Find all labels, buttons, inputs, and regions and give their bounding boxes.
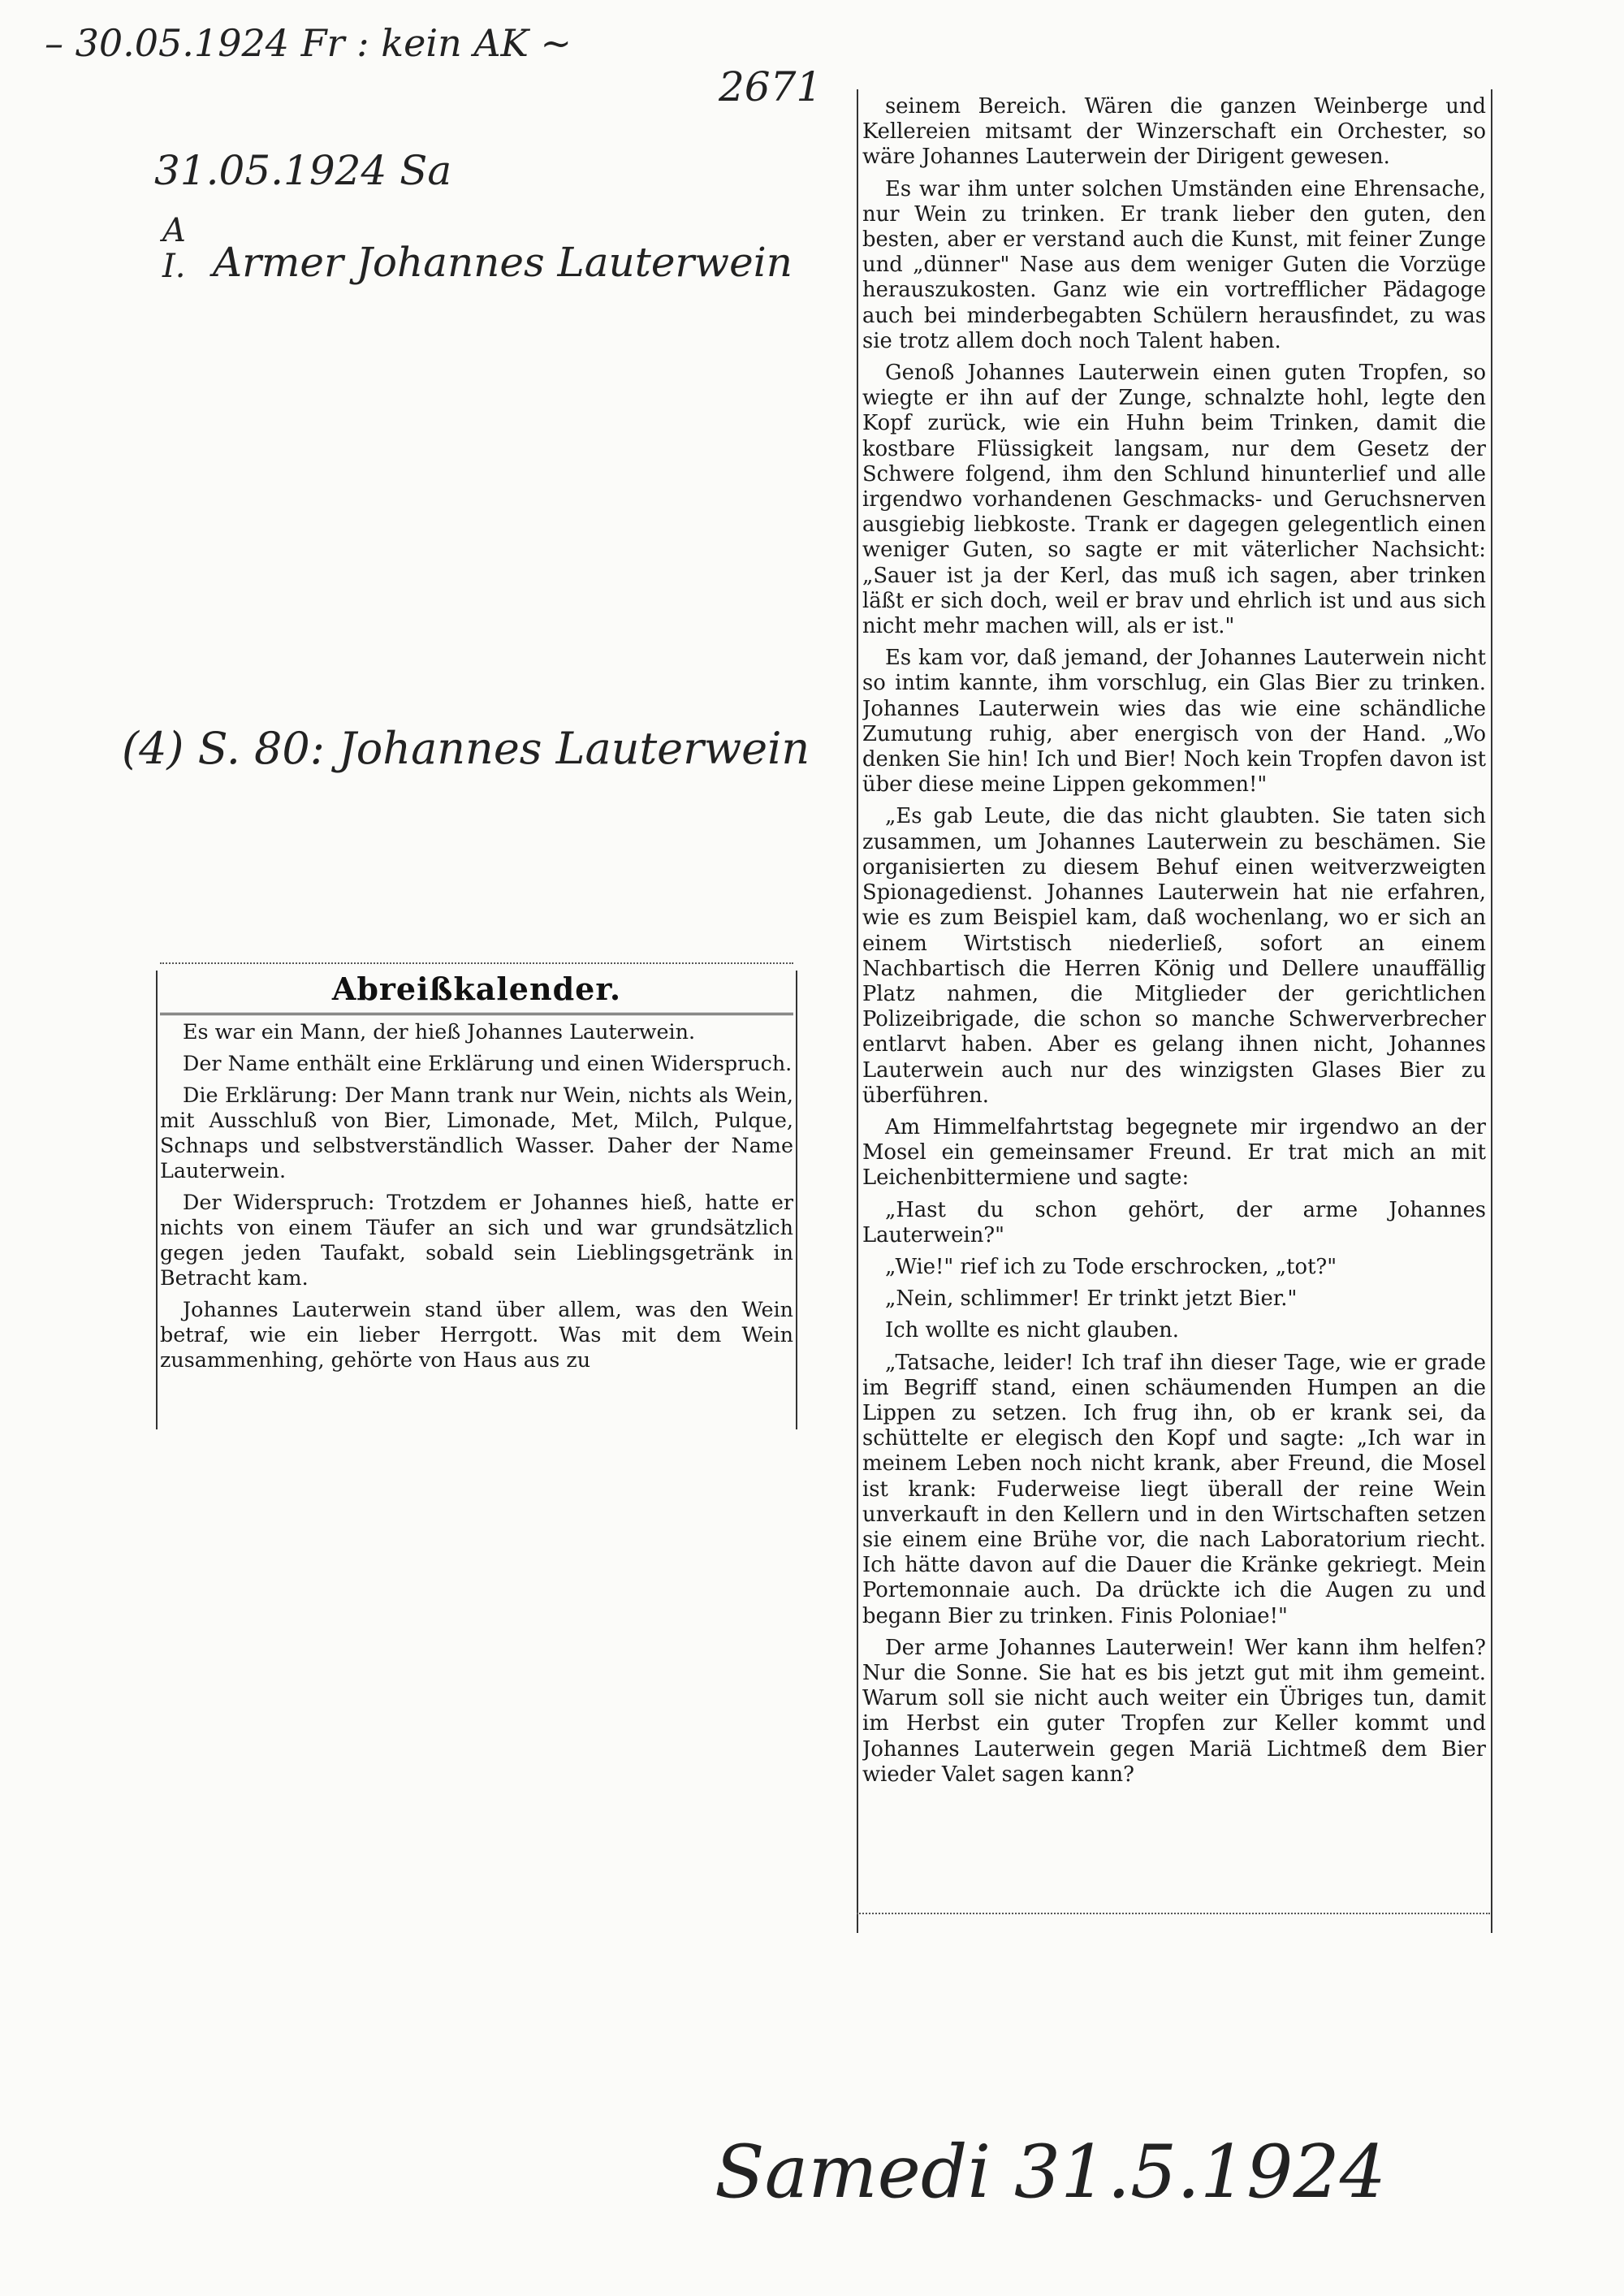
- top-note: – 30.05.1924 Fr : kein AK ~: [45, 21, 572, 65]
- ref-title: Armer Johannes Lauterwein: [213, 239, 793, 286]
- left-paragraph: Die Erklärung: Der Mann trank nur Wein, nichts als Wein, mit Ausschluß von Bier, Limonade, Met, Milch, Pulque, Schnaps und selbstverständlich Wasser. Daher der Name Lauterwein.: [160, 1083, 793, 1183]
- date-note: 31.05.1924 Sa: [154, 147, 452, 194]
- ref-marks: A I.: [162, 212, 186, 285]
- right-paragraph: Ich wollte es nicht glauben.: [885, 1318, 1179, 1343]
- right-paragraph: Es kam vor, daß jemand, der Johannes Lauterwein nicht so intim kannte, ihm vorschlug, ein Glas Bier zu trinken. Johannes Lauterwein wies das wie eine schändliche Zumutung ruhig, aber energisch von der Hand. „Wo denken Sie hin! Ich und Bier! Noch kein Tropfen davon ist über diese meine Lippen gekommen!": [862, 646, 1486, 798]
- right-paragraph: „Es gab Leute, die das nicht glaubten. Sie taten sich zusammen, um Johannes Lauterwein zu beschämen. Sie organisierten zu diesem Behuf einen weitverzweigten Spionagedienst. Johannes Lauterwein hat nie erfahren, wie es zum Beispiel kam, daß wochenlang, wo er sich an einem Wirtstisch niederließ, sofort an einem Nachbartisch die Herren König und Dellere unauffällig Platz nahmen, die Mitglieder der gerichtlichen Polizeibrigade, die schon so manche Schwerverbrecher entlarvt haben. Aber es gelang ihnen nicht, Johannes Lauterwein auch nur des winzigsten Glases Bier zu überführen.: [862, 804, 1486, 1108]
- clipping-left-column: [160, 1019, 793, 1429]
- bottom-date: Samedi 31.5.1924: [715, 2130, 1386, 2215]
- clipping-join-line: [857, 1913, 1490, 1914]
- right-paragraph: Am Himmelfahrtstag begegnete mir irgendwo an der Mosel ein gemeinsamer Freund. Er trat mich an mit Leichenbittermiene und sagte:: [862, 1114, 1486, 1191]
- left-paragraph: Es war ein Mann, der hieß Johannes Lauterwein.: [183, 1019, 696, 1044]
- right-paragraph: „Wie!" rief ich zu Tode erschrocken, „tot?": [885, 1254, 1337, 1279]
- right-paragraph: Der arme Johannes Lauterwein! Wer kann ihm helfen? Nur die Sonne. Sie hat es bis jetzt gut mit ihm gemeint. Warum soll sie nicht auch weiter ein Übriges tun, damit im Herbst ein guter Tropfen zur Keller kommt und Johannes Lauterwein gegen Mariä Lichtmeß dem Bier wieder Valet sagen kann?: [862, 1635, 1486, 1787]
- left-paragraph: Johannes Lauterwein stand über allem, was den Wein betraf, wie ein lieber Herrgott. Was mit dem Wein zusammenhing, gehörte von Haus aus zu: [160, 1297, 793, 1372]
- clipping-top-border: [160, 962, 793, 964]
- right-column-edge-right: [1491, 89, 1492, 1933]
- right-paragraph: „Nein, schlimmer! Er trinkt jetzt Bier.": [885, 1286, 1298, 1312]
- right-paragraph: „Tatsache, leider! Ich traf ihn dieser Tage, wie er grade im Begriff stand, einen schäumenden Humpen an die Lippen zu setzen. Ich frug ihn, ob er krank sei, da schüttelte er elegisch den Kopf und sagte: „Ich war in meinem Leben noch nicht krank, aber Freund, die Mosel ist krank: Fuderweise liegt überall der reine Wein unverkauft in den Kellern und in den Wirtschaften setzen sie einem eine Brühe vor, die nach Laboratorium riecht. Ich hätte davon auf die Dauer die Kränke gekriegt. Mein Portemonnaie auch. Da drückte ich die Augen zu und begann Bier zu trinken. Finis Poloniae!": [862, 1350, 1486, 1628]
- right-column-edge: [857, 89, 858, 1933]
- left-column-edge-right: [796, 971, 797, 1429]
- source-note: (4) S. 80: Johannes Lauterwein: [122, 723, 810, 774]
- right-paragraph: „Hast du schon gehört, der arme Johannes Lauterwein?": [862, 1197, 1486, 1247]
- left-paragraph: Der Name enthält eine Erklärung und einen Widerspruch.: [183, 1051, 793, 1075]
- clipping-heading: Abreißkalender.: [160, 971, 793, 1015]
- left-column-edge: [156, 971, 158, 1429]
- page-number: 2671: [719, 63, 823, 110]
- right-paragraph: Es war ihm unter solchen Umständen eine Ehrensache, nur Wein zu trinken. Er trank lieber den guten, den besten, aber er verstand auch die Kunst, mit feiner Zunge und „dünner" Nase aus dem weniger Guten die Vorzüge herauszukosten. Ganz wie ein vortrefflicher Pädagoge auch bei minderbegabten Schülern herausfindet, zu was sie trotz allem doch noch Talent haben.: [862, 176, 1486, 353]
- left-paragraph: Der Widerspruch: Trotzdem er Johannes hieß, hatte er nichts von einem Täufer an sich und war grundsätzlich gegen jeden Taufakt, sobald sein Lieblingsgetränk in Betracht kam.: [160, 1190, 793, 1290]
- right-paragraph: Genoß Johannes Lauterwein einen guten Tropfen, so wiegte er ihn auf der Zunge, schnalzte hohl, legte den Kopf zurück, wie ein Huhn beim Trinken, damit die kostbare Flüssigkeit langsam, nur dem Gesetz der Schwere folgend, ihm den Schlund hinunterlief und alle irgendwo vorhandenen Geschmacks- und Geruchsnerven ausgiebig liebkoste. Trank er dagegen gelegentlich einen weniger Guten, so sagte er mit väterlicher Nachsicht: „Sauer ist ja der Kerl, das muß ich sagen, aber trinken läßt er sich doch, weil er brav und ehrlich ist und aus sich nicht mehr machen will, als er ist.": [862, 361, 1486, 639]
- clipping-right-column: [862, 94, 1486, 1928]
- right-paragraph: seinem Bereich. Wären die ganzen Weinberge und Kellereien mitsamt der Winzerschaft ein Orchester, so wäre Johannes Lauterwein der Dirigent gewesen.: [862, 94, 1486, 170]
